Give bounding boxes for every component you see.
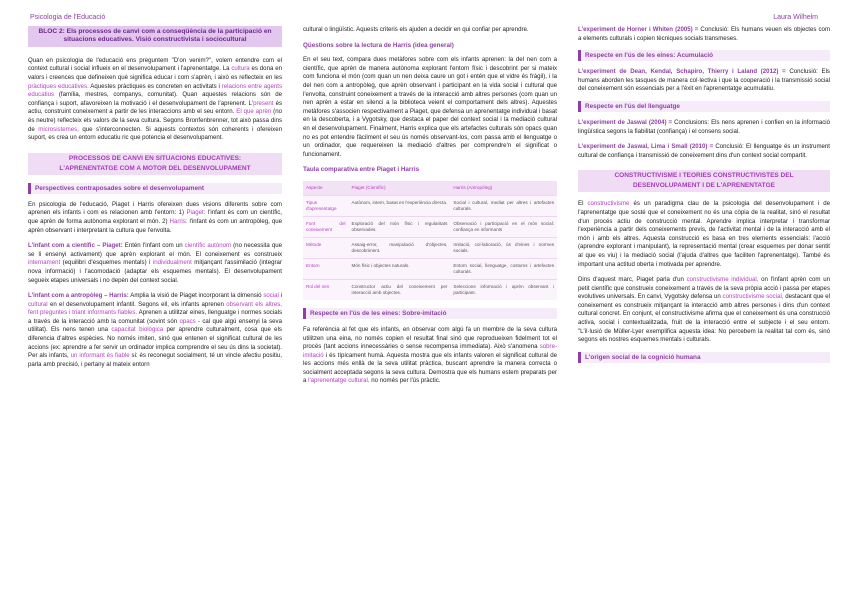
table-header: Aspecte xyxy=(303,181,349,196)
bloc-title: BLOC 2: Els processos de canvi com a conseqüència de la participació en situacions educatives. Visió constructivista i sociocultural xyxy=(28,26,282,47)
jaswal-paragraph: L'experiment de Jaswal (2004) = Conclusions: Els nens aprenen i confien en la informació lingüística segons la fiabilitat (confiança) i el consens social. xyxy=(578,118,831,135)
section-heading-accumulation: Respecte en l'ús de les eines: Acumulació xyxy=(578,50,830,61)
table-cell: Seleccione informació i aprèn observant i participant. xyxy=(450,279,557,300)
column-3 xyxy=(578,26,830,370)
table-cell: Món físic i objectes naturals. xyxy=(349,258,451,279)
table-cell: Mètode xyxy=(303,237,349,258)
perspectives-paragraph: En psicologia de l'educació, Piaget i Harris ofereixen dues visions diferents sobre com aprenen els infants i com es relacionen amb l'entorn: 1) Piaget: l'infant és com un científic, que aprèn de forma autònoma explorant el món. 2) Harris: l'infant és com un antropòleg, que aprèn observant i interpretant la cultura que l'envolta. xyxy=(28,200,282,234)
table-row xyxy=(303,258,557,279)
table-cell: Font del coneixement xyxy=(303,216,349,237)
section-heading-over-imitation: Respecte en l'ús de les eines: Sobre-imitació xyxy=(303,308,557,319)
column-2 xyxy=(303,26,557,393)
jaswal-lima-small-paragraph: L'experiment de Jaswal, Lima i Small (2010) = Conclusió: El llenguatge és un instrument cultural de confiança i transmissió de coneixement dins d'un context social compartit. xyxy=(578,143,830,159)
questions-paragraph: En el seu text, compara dues metàfores sobre com els infants aprenen: la del nen com a científic, que aprèn de manera autònoma explorant l'entorn físic i descobrint per si mateix com funciona el món (com quan un nen deixa caure un got i entén que el vidre és fràgil), i la del nen com a antropòleg, que aprèn observant i participant en la vida social i cultural que l'envolta, construint coneixement a través de la interacció amb altres persones (com quan un nen aprèn a estar en silenci a la biblioteca veient el comportament dels altres). Aquestes metàfores s'associen respectivament a Piaget, que defensa un aprenentatge individual i basat en la descoberta, i a Vygotsky, que destaca el paper del context social i la mediació cultural en el desenvolupament. Finalment, Harris explica que els artefactes culturals són opacs quan no es pot entendre fàcilment el seu ús només observant-los, com passa amb el llenguatge o un ordinador, que requereixen la mediació d'altres per comprendre'n el significat o funcionament. xyxy=(303,56,557,158)
intro-paragraph: Quan en psicologia de l'educació ens preguntem "D'on venim?", volem entendre com el context cultural i social influeix en el desenvolupament i l'aprenentatge. La cultura es dona en valors i creences que defineixen què significa educar i com s'aprèn, i això es reflecteix en les pràctiques educatives. Aquestes pràctiques es concreten en activitats i relacions entre agents educatius (família, mestres, companys, comunitat). Quan aquestes relacions són de confiança i suport, afavoreixen la motivació i el desenvolupament de l'aprenent. L'present és actiu, construint coneixement a partir de les interaccions amb el seu entorn. El que aprèn (no és neutre) reflecteix els valors de la seva cultura. Segons Bronfenbrenner, tot això passa dins de microsistemes, que s'interconnecten. Si aquests contextos són coherents i ofereixen suport, es crea un entorn educatiu ric que potencia el desenvolupament. xyxy=(28,56,282,142)
table-cell: Entorn xyxy=(303,258,349,279)
header-course-title: Psicologia de l'Educació xyxy=(30,14,106,21)
table-row xyxy=(303,216,557,237)
section-heading-language: Respecte en l'ús del llenguatge xyxy=(578,101,830,112)
table-cell: Autònom, intern, basat en l'experiència directa. xyxy=(349,195,451,216)
over-imitation-paragraph: Fa referència al fet que els infants, en observar com algú fa un membre de la seva cultura utilitzen una eina, no només copien el resultat final sinó que reprodueixen fidelment tot el procés (tant accions innecessàries o sense recompensa immediata). Això s'anomena sobre-imitació i és típicament humà. Aquesta mostra que els infants valoren el significat cultural de les accions més enllà de la seva utilitat pràctica, buscant aprendre la manera correcta o socialment acceptada segons la seva cultura. Demostra que els humans estem preparats per a l'aprenentatge cultural, no només per l'ús pràctic. xyxy=(303,325,557,385)
table-row xyxy=(303,237,557,258)
part-title: PROCESSOS DE CANVI EN SITUACIONS EDUCATIVES: L'APRENENTATGE COM A MOTOR DEL DESENVOLUPAMENT xyxy=(28,153,282,175)
anthropologist-paragraph: L'infant com a antropòleg – Harris: Amplia la visió de Piaget incorporant la dimensió social i cultural en el desenvolupament infantil. Segons ell, els infants aprenen observant els altres, fent preguntes i triant informants fiables. Aprenen a utilitzar eines, llenguatge i normes socials a través de la interacció amb la comunitat (sovint són opacs - cal que algú ensenyi la seva utilitat). Els nens tenen una capacitat biològica per aprendre culturalment, cosa que els diferencia d'altres espècies. No només imiten, sinó que entenen el significat cultural de les accions (ex: aprendre a fer servir un ordinador implica comprendre el seu ús dins la societat). Per als infants, un informant és fiable si: és reconegut socialment, té un vincle afectiu positiu, parla amb precisió, i pertany al mateix entorn xyxy=(28,292,282,368)
column-1 xyxy=(28,26,282,376)
constructivism-paragraph: El constructivisme és un paradigma clau de la psicologia del desenvolupament i de l'aprenentatge que sosté que el coneixement no és una còpia de la realitat, sinó el resultat d'un procés actiu de construcció mental. Aprendre implica interpretar i transformar l'experiència a partir dels coneixements previs, de l'activitat mental i de la interacció amb el món i amb els altres. Aquesta construcció es basa en tres elements essencials: l'acció (aprendre explorant i manipulant), la representació mental (crear esquemes per donar sentit al que es viu) i la mediació social (l'ajuda d'altres que faciliten l'aprenentatge). També és important una actitud oberta i motivada per aprendre. xyxy=(578,200,830,268)
section-heading-perspectives: Perspectives contraposades sobre el desenvolupament xyxy=(28,183,282,194)
table-row xyxy=(303,195,557,216)
horner-paragraph: L'experiment de Horner i Whiten (2005) = Conclusió: Els humans veuen els objectes com a elements culturals i copien tècniques socials transmeses. xyxy=(578,26,831,42)
table-row xyxy=(303,279,557,300)
table-cell: Observació i participació en el món social: confiança en informants xyxy=(450,216,557,237)
continuation-paragraph: cultural o lingüístic. Aquests criteris els ajuden a decidir en qui confiar per aprendre. xyxy=(303,26,529,33)
questions-heading: Qüestions sobre la lectura de Harris (idea general) xyxy=(303,41,454,49)
dean-paragraph: L'experiment de Dean, Kendal, Schapiro, Thierry i Laland (2012) = Conclusió: Els humans aborden les tasques de manera col·lectiva i que la cooperació i la transmissió social del coneixement són essencials per a l'èxit en l'aprenentatge acumulatiu. xyxy=(578,68,830,93)
table-title: Taula comparativa entre Piaget i Harris xyxy=(303,166,420,174)
table-cell: Social i cultural, mediat per altres i artefactes culturals. xyxy=(450,195,557,216)
section-heading-social-origin: L'origen social de la cognició humana xyxy=(578,352,830,363)
table-cell: Tipus d'aprenentatge xyxy=(303,195,349,216)
scientist-paragraph: L'infant com a científic – Piaget: Entén l'infant com un científic autònom (no necessita que se li ensenyi activament) que aprèn explorant el món. El coneixement es construeix internament (equilibri d'esquemes mentals) i individualment mitjançant l'assimilació (integrar nova informació) i l'acomodació (adaptar els esquemes mentals). El desenvolupament segueix etapes universals i no depèn del context social. xyxy=(28,242,282,284)
header-author: Laura Wilhelm xyxy=(773,14,818,21)
table-header: Piaget (Científic) xyxy=(349,181,451,196)
table-cell: Assaig-error, manipulació d'objectes, descobriment. xyxy=(349,237,451,258)
table-cell: Exploració del món físic i regularitats observades. xyxy=(349,216,451,237)
individual-social-paragraph: Dins d'aquest marc, Piaget parla d'un constructivisme individual, on l'infant aprèn com un petit científic que construeix coneixement a través de la seva pròpia acció i passa per etapes evolutives universals. En canvi, Vygotsky defensa un constructivisme social, destacant que el coneixement es construeix mitjançant la interacció amb altres persones i dins d'un context cultural concret. En conjunt, el constructivisme afirma que el coneixement és una construcció activa, social i contextualitzada, fruit de la interacció entre el subjecte i el seu entorn. "L'il·lusió de Müller-Lyer exemplifica aquesta idea: No percebem la realitat tal com és, sinó segons els nostres esquemes mentals i culturals. xyxy=(578,276,830,344)
part-title-constructivism: CONSTRUCTIVISME I TEORIES CONSTRUCTIVISTES DEL DESENVOLUPAMENT I DE L'APRENENTATGE xyxy=(578,170,830,192)
table-header: Harris (Antropòleg) xyxy=(450,181,557,196)
table-cell: Entorn social, llenguatge, costums i artefactes culturals. xyxy=(450,258,557,279)
comparison-table xyxy=(303,181,557,300)
table-cell: Imitació, col·laboració, ús d'eines i normes socials. xyxy=(450,237,557,258)
table-cell: Constructor actiu del coneixement per interacció amb objectes. xyxy=(349,279,451,300)
table-cell: Rol del nen xyxy=(303,279,349,300)
table-header-row xyxy=(303,181,557,196)
